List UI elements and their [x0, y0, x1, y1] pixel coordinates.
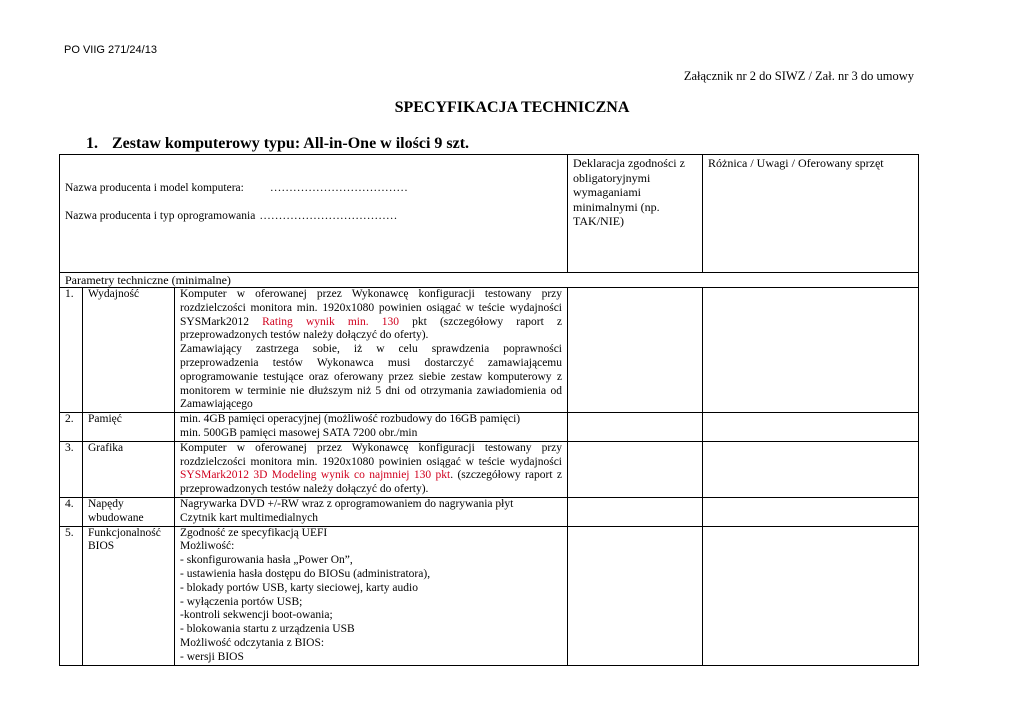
row-description [175, 288, 568, 413]
description-line: -kontroli sekwencji boot-owania; [180, 609, 333, 622]
description-line: - ustawienia hasła dostępu do BIOSu (administratora), [180, 567, 431, 580]
notes-cell[interactable] [703, 526, 919, 665]
description-paragraph [180, 442, 562, 497]
notes-cell[interactable] [703, 497, 919, 526]
row-parameter-name: Grafika [83, 441, 175, 497]
description-line: Nagrywarka DVD +/-RW wraz z oprogramowaniem do nagrywania płyt [180, 497, 514, 510]
row-description [175, 413, 568, 442]
row-description [175, 497, 568, 526]
description-line: - blokady portów USB, karty sieciowej, karty audio [180, 581, 418, 594]
declaration-cell[interactable] [568, 441, 703, 497]
producer-model-label: Nazwa producenta i model komputera: [65, 182, 244, 194]
table-row [60, 526, 919, 665]
description-text: pkt (szczegółowy raport z przeprowadzonych testów należy dołączyć do oferty). [180, 315, 562, 342]
description-line: - wyłączenia portów USB; [180, 595, 303, 608]
software-label: Nazwa producenta i typ oprogramowania [65, 209, 256, 222]
description-line: min. 500GB pamięci masowej SATA 7200 obr./min [180, 426, 418, 439]
row-parameter-name: Funkcjonalność BIOS [83, 526, 175, 665]
row-number: 3. [60, 441, 83, 497]
row-number: 1. [60, 288, 83, 413]
declaration-cell[interactable] [568, 526, 703, 665]
row-description [175, 441, 568, 497]
description-text: Komputer w oferowanej przez Wykonawcę konfiguracji testowany przy rozdzielczości monitora min. 1920x1080 powinien osiągać w teście wydajności [180, 441, 562, 468]
highlighted-requirement: Rating wynik min. 130 [262, 315, 399, 328]
section-heading [86, 135, 469, 153]
declaration-cell[interactable] [568, 497, 703, 526]
producer-model-dots: ……………………………… [269, 182, 408, 194]
specification-table [59, 154, 919, 666]
software-dots: ……………………………… [259, 209, 398, 222]
declaration-header: Deklaracja zgodności z obligatoryjnymi wymaganiami minimalnymi (np. TAK/NIE) [568, 155, 703, 273]
software-line [65, 210, 562, 224]
notes-cell[interactable] [703, 441, 919, 497]
params-header: Parametry techniczne (minimalne) [60, 273, 919, 288]
table-row [60, 497, 919, 526]
table-row [60, 413, 919, 442]
notes-cell[interactable] [703, 288, 919, 413]
row-number: 4. [60, 497, 83, 526]
section-number: 1. [86, 135, 98, 152]
section-title: Zestaw komputerowy typu: All-in-One w ilości 9 szt. [112, 135, 470, 152]
row-description [175, 526, 568, 665]
params-header-row [60, 273, 919, 288]
declaration-cell[interactable] [568, 288, 703, 413]
producer-model-line [65, 182, 562, 196]
description-text: Komputer w oferowanej przez Wykonawcę konfiguracji testowany przy rozdzielczości monitora min. 1920x1080 powinien osiągać w teście wydajności SYSMark2012 [180, 288, 562, 328]
declaration-cell[interactable] [568, 413, 703, 442]
producer-info-cell [60, 155, 568, 273]
document-reference: PO VIIG 271/24/13 [64, 44, 157, 56]
notes-cell[interactable] [703, 413, 919, 442]
description-line: - blokowania startu z urządzenia USB [180, 623, 355, 636]
description-paragraph: Zamawiający zastrzega sobie, iż w celu sprawdzenia poprawności przeprowadzenia testów Wykonawca musi dostarczyć zamawiającemu oprogramowanie testujące oraz oferowany przez siebie zestaw komputerowy z monitorem w terminie nie dłuższym niż 5 dni od otrzymania zawiadomienia od Zamawiającego [180, 343, 562, 411]
row-number: 5. [60, 526, 83, 665]
description-line: Możliwość odczytania z BIOS: [180, 636, 325, 649]
table-row [60, 441, 919, 497]
description-line: - wersji BIOS [180, 650, 244, 663]
notes-header: Różnica / Uwagi / Oferowany sprzęt [703, 155, 919, 273]
description-line: Możliwość: [180, 540, 235, 553]
description-paragraph [180, 288, 562, 343]
description-text: . (szczegółowy raport z przeprowadzonych testów należy dołączyć do oferty). [180, 469, 562, 496]
row-parameter-name: Wydajność [83, 288, 175, 413]
highlighted-requirement: SYSMark2012 3D Modeling wynik co najmniej 130 pkt [180, 469, 451, 482]
row-parameter-name: Napędy wbudowane [83, 497, 175, 526]
description-line: Zgodność ze specyfikacją UEFI [180, 526, 328, 539]
row-number: 2. [60, 413, 83, 442]
table-row [60, 288, 919, 413]
description-line: - skonfigurowania hasła „Power On”, [180, 554, 353, 567]
document-title: SPECYFIKACJA TECHNICZNA [394, 99, 630, 116]
attachment-note: Załącznik nr 2 do SIWZ / Zał. nr 3 do umowy [683, 69, 914, 83]
description-line: min. 4GB pamięci operacyjnej (możliwość rozbudowy do 16GB pamięci) [180, 413, 521, 426]
row-parameter-name: Pamięć [83, 413, 175, 442]
intro-row [60, 155, 919, 273]
description-line: Czytnik kart multimedialnych [180, 511, 318, 524]
